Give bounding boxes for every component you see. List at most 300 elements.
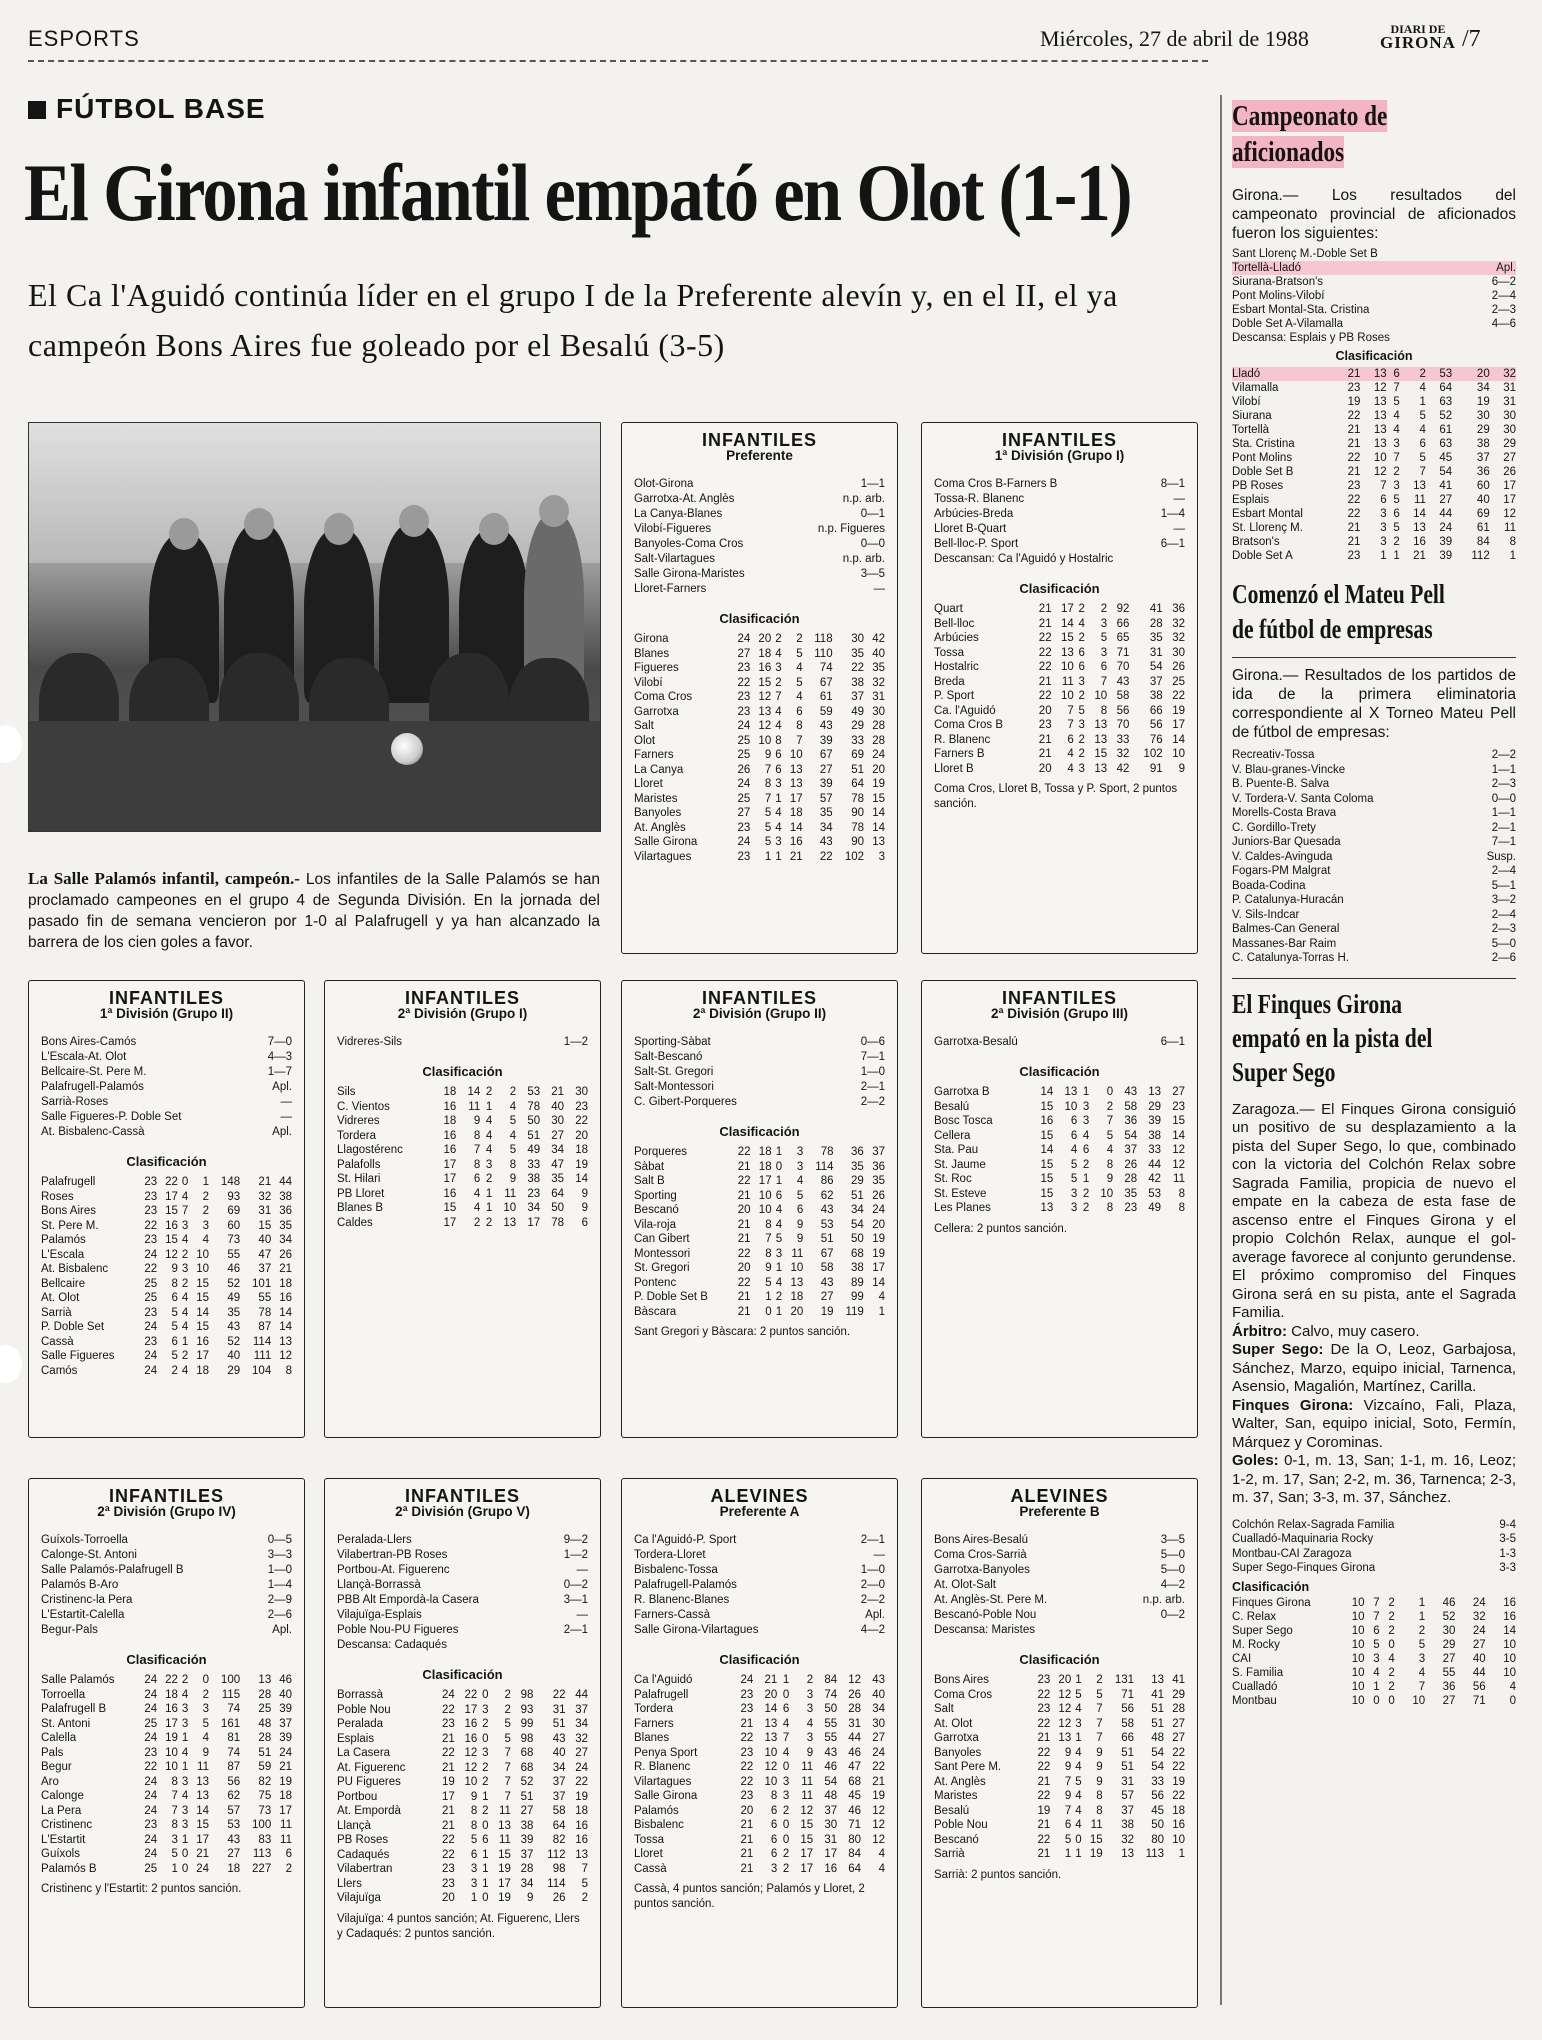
stat-cell: 1 — [470, 1892, 478, 1904]
stat-cell: 4 — [775, 1218, 783, 1231]
stat-cell: 13 — [1058, 1732, 1072, 1744]
stat-cell: 22 — [737, 1276, 751, 1289]
match-label: Salt-Vilartagues — [634, 553, 715, 565]
team-name: Salt B — [634, 1175, 665, 1187]
team-name: Doble Set B — [1232, 466, 1294, 478]
stat-cell: 8 — [509, 1158, 517, 1171]
team-name: St. Jaume — [934, 1158, 986, 1171]
team-name: At. Figuerenc — [337, 1761, 406, 1774]
stat-cell: 82 — [552, 1834, 566, 1846]
stat-cell: 16 — [1040, 1115, 1054, 1127]
stat-cell: 14 — [196, 1306, 209, 1319]
stat-cell: 131 — [1114, 1674, 1134, 1686]
stat-cell: 4 — [1075, 1703, 1082, 1715]
stat-cell: 6 — [482, 1834, 489, 1846]
table-row — [41, 1760, 292, 1775]
stat-cell: 6 — [796, 705, 803, 718]
stat-cell: 8 — [171, 1819, 178, 1831]
stat-cell: 4 — [181, 1190, 189, 1203]
stat-cell: 13 — [1121, 1848, 1134, 1860]
team-name: R. Blanenc — [634, 1761, 691, 1773]
match-label: C. Gibert-Porqueres — [634, 1096, 737, 1108]
stat-cell: 15 — [800, 1833, 814, 1846]
stat-cell: 34 — [872, 1703, 885, 1715]
stat-cell: 12 — [764, 1761, 778, 1773]
team-name: Cassà — [41, 1335, 74, 1348]
match-label: Begur-Pals — [41, 1624, 98, 1636]
stat-cell: 7 — [796, 734, 803, 747]
referee-text: Calvo, muy casero. — [1287, 1322, 1420, 1340]
stat-cell: 1 — [1178, 1848, 1185, 1860]
stat-cell: 5 — [509, 1144, 517, 1156]
result-row — [634, 1095, 885, 1110]
box-subtitle: Preferente A — [719, 1504, 800, 1519]
stat-cell: 26 — [1503, 466, 1516, 478]
stat-cell: 16 — [443, 1129, 457, 1142]
match-label: Descansa: Esplais y PB Roses — [1232, 332, 1390, 344]
finques-title-3: Super Sego — [1232, 1056, 1336, 1087]
team-name: Bell-lloc — [934, 617, 975, 630]
stat-cell: 15 — [1089, 1833, 1103, 1846]
stat-cell: 12 — [848, 1674, 862, 1686]
table-row — [934, 602, 1185, 617]
table-row — [634, 1833, 885, 1848]
stat-cell: 18 — [575, 1805, 588, 1817]
punch-hole — [0, 725, 22, 763]
stat-cell: 2 — [202, 1688, 209, 1701]
stat-cell: 19 — [872, 1247, 885, 1260]
result-row — [1232, 748, 1516, 763]
finques-label: Finques Girona: — [1232, 1396, 1354, 1414]
team-name: Calella — [41, 1732, 77, 1744]
stat-cell: 119 — [845, 1305, 864, 1318]
stat-cell: 9 — [1096, 1746, 1103, 1759]
stat-cell: 30 — [872, 1717, 885, 1730]
stat-cell: 20 — [737, 1204, 751, 1216]
result-row — [634, 477, 885, 492]
team-name: P. Doble Set — [41, 1321, 105, 1333]
stat-cell: 30 — [575, 1086, 588, 1098]
stat-cell: 112 — [547, 1848, 566, 1861]
stat-cell: 7 — [1393, 452, 1400, 464]
match-label: Bons Aires-Camós — [41, 1036, 137, 1048]
stat-cell: 58 — [1124, 1100, 1138, 1113]
stat-cell: 19 — [1037, 1804, 1051, 1817]
stat-cell: 101 — [252, 1277, 272, 1290]
stat-cell: 19 — [498, 1892, 511, 1904]
stat-cell: 35 — [851, 1160, 864, 1173]
stat-cell: 10 — [789, 749, 803, 761]
stat-cell: 0 — [482, 1732, 489, 1745]
match-label: Vilabertran-PB Roses — [337, 1549, 448, 1561]
stat-cell: 7 — [1106, 1115, 1114, 1127]
table-row — [41, 1364, 292, 1379]
stat-cell: 37 — [1121, 1804, 1134, 1817]
stat-cell: 9 — [796, 1218, 804, 1231]
stat-cell: 22 — [144, 1761, 158, 1773]
stat-cell: 5 — [1106, 1129, 1114, 1142]
stat-cell: 87 — [258, 1321, 272, 1333]
photo-caption — [28, 868, 600, 953]
team-name: Sta. Cristina — [1232, 438, 1295, 450]
stat-cell: 13 — [789, 778, 803, 790]
team-name: St. Hilari — [337, 1173, 381, 1185]
table-row — [41, 1204, 292, 1219]
stat-cell: 1 — [1075, 1674, 1082, 1686]
team-name: Lloret B — [934, 762, 974, 775]
stat-cell: 38 — [279, 1190, 292, 1203]
stat-cell: 4 — [485, 1115, 493, 1127]
team-name: Palafrugell — [41, 1176, 96, 1188]
result-row — [1232, 879, 1516, 894]
stat-cell: 61 — [1439, 424, 1453, 436]
stat-cell: 99 — [851, 1291, 864, 1303]
stat-cell: 62 — [227, 1790, 241, 1802]
table-row — [337, 1717, 588, 1732]
stat-cell: 38 — [1121, 1819, 1134, 1831]
match-score: 0—0 — [1491, 792, 1516, 805]
stat-cell: 68 — [848, 1775, 862, 1788]
stat-cell: 9 — [796, 1233, 804, 1245]
stat-cell: 14 — [1503, 1624, 1516, 1637]
stat-cell: 68 — [520, 1747, 534, 1759]
stat-cell: 29 — [1172, 1688, 1185, 1701]
stat-cell: 5 — [1100, 632, 1108, 644]
table-row — [337, 1891, 588, 1906]
stat-cell: 6 — [1070, 1129, 1078, 1142]
stat-cell: 21 — [1037, 1819, 1051, 1831]
stat-cell: 2 — [181, 1277, 189, 1290]
stat-cell: 43 — [824, 1746, 838, 1759]
table-row — [41, 1277, 292, 1292]
result-row — [934, 1035, 1185, 1050]
stat-cell: 10 — [1351, 1596, 1365, 1609]
stat-cell: 44 — [279, 1176, 292, 1188]
result-row — [634, 1563, 885, 1578]
table-row — [934, 1085, 1185, 1100]
match-score: 2—0 — [860, 1579, 885, 1591]
stat-cell: 5 — [1070, 1158, 1078, 1171]
table-row — [934, 1702, 1185, 1717]
stat-cell: 8 — [1100, 704, 1108, 717]
team-name: Banyoles — [934, 1746, 982, 1759]
team-name: Coma Cros — [934, 1688, 993, 1701]
stat-cell: 2 — [1082, 1187, 1090, 1200]
table-row — [337, 1085, 588, 1100]
table-row — [337, 1804, 588, 1819]
table-row — [41, 1818, 292, 1833]
match-score: 2—2 — [1491, 749, 1516, 761]
stat-cell: 23 — [1347, 550, 1361, 562]
stat-cell: 0 — [782, 1819, 790, 1831]
table-row — [337, 1703, 588, 1718]
stat-cell: 17 — [758, 1175, 772, 1187]
standings-label: Clasificación — [719, 1652, 800, 1667]
stat-cell: 5 — [764, 821, 772, 834]
stat-cell: 43 — [872, 1674, 885, 1686]
stat-cell: 17 — [165, 1190, 178, 1203]
table-row — [634, 1688, 885, 1703]
stat-cell: 14 — [1413, 508, 1426, 520]
stat-cell: 10 — [764, 1746, 778, 1759]
section-label: ESPORTS — [28, 26, 140, 51]
stat-cell: 22 — [737, 1175, 751, 1187]
stat-cell: 2 — [485, 1216, 493, 1229]
stat-cell: 36 — [1124, 1115, 1138, 1127]
team-name: At. Anglès — [634, 821, 686, 834]
team-name: Lloret — [634, 1848, 663, 1860]
stat-cell: 20 — [442, 1892, 455, 1904]
stat-cell: 29 — [1503, 438, 1516, 450]
stat-cell: 59 — [819, 705, 833, 718]
team-name: Finques Girona — [1232, 1596, 1311, 1609]
stat-cell: 42 — [1148, 1173, 1162, 1185]
result-row — [41, 1080, 292, 1095]
stat-cell: 5 — [1393, 522, 1400, 534]
stat-cell: 13 — [1373, 424, 1387, 436]
result-row — [634, 552, 885, 567]
stat-cell: 50 — [824, 1703, 838, 1715]
stat-cell: 22 — [737, 1146, 751, 1158]
stat-cell: 34 — [552, 1761, 566, 1774]
table-row — [634, 1189, 885, 1204]
match-score: Apl. — [865, 1609, 885, 1621]
match-score: 4—2 — [1160, 1579, 1185, 1591]
match-label: Bescanó-Poble Nou — [934, 1609, 1037, 1621]
stat-cell: 2 — [1078, 690, 1085, 702]
team-name: St. Gregori — [634, 1262, 690, 1274]
table-row — [41, 1833, 292, 1848]
team-name: L'Escala — [41, 1248, 85, 1261]
table-row — [634, 1673, 885, 1688]
stat-cell: 15 — [758, 676, 772, 689]
match-score: n.p. Figueres — [817, 523, 885, 535]
stat-cell: 13 — [575, 1848, 588, 1861]
stat-cell: 28 — [848, 1703, 862, 1715]
standings-label: Clasificación — [422, 1064, 503, 1079]
stat-cell: 66 — [1116, 617, 1130, 630]
match-label: Descansan: Ca l'Aguidó y Hostalric — [934, 553, 1114, 565]
team-name: Bosc Tosca — [934, 1115, 993, 1127]
stat-cell: 4 — [181, 1321, 189, 1333]
stat-cell: 8 — [1178, 1187, 1185, 1200]
box-note: Cristinenc y l'Estartit: 2 puntos sanción. — [41, 1883, 242, 1895]
stat-cell: 21 — [551, 1086, 565, 1098]
match-score: 0—0 — [860, 538, 885, 550]
match-score: 1—0 — [860, 1066, 885, 1078]
stat-cell: 1 — [775, 792, 782, 805]
match-score: — — [280, 1096, 292, 1108]
match-label: V. Blau-granes-Vincke — [1232, 763, 1346, 776]
table-row — [634, 1305, 885, 1320]
stat-cell: 39 — [819, 778, 833, 790]
match-score: 3-5 — [1499, 1533, 1516, 1545]
stat-cell: 16 — [443, 1144, 457, 1156]
stat-cell: 3 — [1380, 522, 1387, 534]
box-note: Coma Cros, Lloret B, Tossa y P. Sport, 2 puntos sanción. — [934, 783, 1178, 810]
stat-cell: 27 — [1439, 494, 1453, 506]
team-name: Vilartagues — [634, 850, 692, 863]
stat-cell: 2 — [1388, 1610, 1395, 1623]
stat-cell: 10 — [1061, 690, 1074, 702]
stat-cell: 58 — [552, 1805, 566, 1817]
stat-cell: 53 — [820, 1218, 834, 1231]
stat-cell: 4 — [181, 1234, 189, 1246]
team-name: Llagostérenc — [337, 1144, 403, 1156]
finques-body — [1232, 1101, 1516, 1508]
box-title: ALEVINES — [1010, 1486, 1109, 1506]
stat-cell: 22 — [442, 1747, 455, 1759]
stat-cell: 15 — [498, 1848, 511, 1861]
stat-cell: 23 — [144, 1190, 158, 1203]
stat-cell: 9 — [470, 1790, 478, 1803]
table-row — [337, 1172, 588, 1187]
stat-cell: 49 — [527, 1144, 541, 1156]
result-row — [1232, 1561, 1516, 1576]
stat-cell: 13 — [1413, 480, 1426, 492]
stat-cell: 11 — [1090, 1819, 1103, 1831]
standings-label: Clasificación — [1019, 581, 1100, 596]
box-title: ALEVINES — [710, 1486, 809, 1506]
stat-cell: 65 — [1116, 632, 1130, 644]
match-score: n.p. arb. — [1142, 1594, 1185, 1606]
stat-cell: 4 — [1070, 1144, 1078, 1156]
stat-cell: 98 — [520, 1689, 534, 1701]
stat-cell: 32 — [1503, 368, 1516, 380]
header-rule — [28, 60, 1208, 62]
stat-cell: 7 — [1064, 1804, 1072, 1817]
results-box — [324, 980, 601, 1438]
result-row — [634, 1593, 885, 1608]
stat-cell: 3 — [1070, 1187, 1078, 1200]
stat-cell: 19 — [165, 1732, 178, 1744]
match-score: 1—0 — [267, 1564, 292, 1576]
headline: El Girona infantil empató en Olot (1-1) — [24, 147, 1131, 238]
result-row — [1232, 821, 1516, 836]
stat-cell: 41 — [1149, 603, 1163, 615]
stat-cell: 35 — [551, 1173, 565, 1185]
stat-cell: 43 — [227, 1321, 241, 1333]
team-name: Bons Aires — [934, 1674, 989, 1686]
stat-cell: 6 — [796, 1204, 804, 1216]
stat-cell: 5 — [171, 1350, 178, 1362]
table-row — [634, 676, 885, 691]
table-row — [934, 1789, 1185, 1804]
team-name: Vidreres — [337, 1115, 380, 1127]
team-name: Girona — [634, 633, 669, 645]
stat-cell: 27 — [551, 1129, 565, 1142]
match-label: Descansa: Maristes — [934, 1624, 1035, 1636]
stat-cell: 19 — [575, 1790, 588, 1803]
stat-cell: 0 — [782, 1833, 790, 1846]
match-label: Salle Girona-Vilartagues — [634, 1624, 759, 1636]
stat-cell: 13 — [1094, 733, 1108, 746]
stat-cell: 22 — [819, 850, 833, 863]
stat-cell: 42 — [872, 633, 885, 645]
team-name: PB Roses — [1232, 480, 1284, 492]
stat-cell: 11 — [280, 1819, 292, 1831]
match-label: Salle Girona-Maristes — [634, 568, 745, 580]
stat-cell: 4 — [1393, 424, 1400, 436]
stat-cell: 56 — [1116, 704, 1130, 717]
stat-cell: 38 — [1148, 1129, 1162, 1142]
stat-cell: 3 — [1070, 1202, 1078, 1214]
stat-cell: 24 — [279, 1746, 292, 1759]
table-row — [1232, 493, 1516, 507]
result-row — [934, 507, 1185, 522]
stat-cell: 10 — [764, 1775, 778, 1788]
result-row — [41, 1593, 292, 1608]
stat-cell: 4 — [878, 1848, 885, 1860]
stat-cell: 22 — [442, 1848, 455, 1861]
match-score: 2—2 — [860, 1594, 885, 1606]
stat-cell: 22 — [1038, 690, 1052, 702]
stat-cell: 23 — [1037, 1703, 1051, 1715]
stat-cell: 1 — [1075, 1848, 1082, 1860]
stat-cell: 17 — [527, 1216, 541, 1229]
stat-cell: 21 — [442, 1732, 455, 1745]
match-label: Ca l'Aguidó-P. Sport — [634, 1534, 737, 1546]
match-label: Poble Nou-PU Figueres — [337, 1624, 459, 1636]
stat-cell: 20 — [1038, 762, 1052, 775]
team-name: Maristes — [634, 792, 678, 805]
table-row — [934, 1688, 1185, 1703]
stat-cell: 3 — [782, 1790, 790, 1802]
stat-cell: 2 — [1393, 466, 1400, 478]
stat-cell: 2 — [485, 1086, 493, 1098]
stat-cell: 54 — [851, 1218, 864, 1231]
stat-cell: 15 — [1040, 1187, 1054, 1200]
result-row — [634, 1608, 885, 1623]
table-row — [634, 1818, 885, 1833]
match-label: Doble Set A-Vilamalla — [1232, 318, 1344, 330]
stat-cell: 16 — [575, 1819, 588, 1832]
stat-cell: 6 — [1100, 661, 1108, 673]
stat-cell: 12 — [1503, 508, 1516, 520]
stat-cell: 2 — [1078, 748, 1085, 760]
team-name: Vilobí — [634, 676, 663, 689]
table-row — [1232, 1666, 1516, 1680]
stat-cell: 14 — [1172, 733, 1185, 746]
stat-cell: 12 — [1373, 466, 1387, 478]
box-title: INFANTILES — [1001, 988, 1117, 1008]
stat-cell: 51 — [820, 1233, 834, 1245]
match-score: Susp. — [1486, 850, 1516, 863]
stat-cell: 3 — [806, 1688, 814, 1701]
table-row — [41, 1731, 292, 1746]
stat-cell: 5 — [1096, 1688, 1103, 1701]
stat-cell: 21 — [737, 1305, 751, 1318]
stat-cell: 70 — [1116, 719, 1130, 731]
stat-cell: 15 — [258, 1219, 272, 1232]
team-name: Garrotxa — [934, 1732, 979, 1744]
stat-cell: 22 — [740, 1732, 754, 1744]
table-row — [337, 1100, 588, 1115]
team-name: Bàscara — [634, 1305, 677, 1318]
match-label: Vilobí-Figueres — [634, 523, 712, 535]
stat-cell: 31 — [824, 1833, 838, 1846]
aficionados-standings — [1232, 367, 1516, 563]
stat-cell: 24 — [144, 1364, 158, 1377]
stat-cell: 2 — [181, 1674, 189, 1686]
stat-cell: 6 — [782, 1703, 790, 1715]
stat-cell: 10 — [165, 1761, 178, 1773]
match-label: Morells-Costa Brava — [1232, 807, 1337, 819]
result-row — [634, 582, 885, 597]
stat-cell: 78 — [851, 821, 864, 834]
stat-cell: 22 — [1172, 1746, 1185, 1759]
stat-cell: 11 — [791, 1247, 804, 1260]
